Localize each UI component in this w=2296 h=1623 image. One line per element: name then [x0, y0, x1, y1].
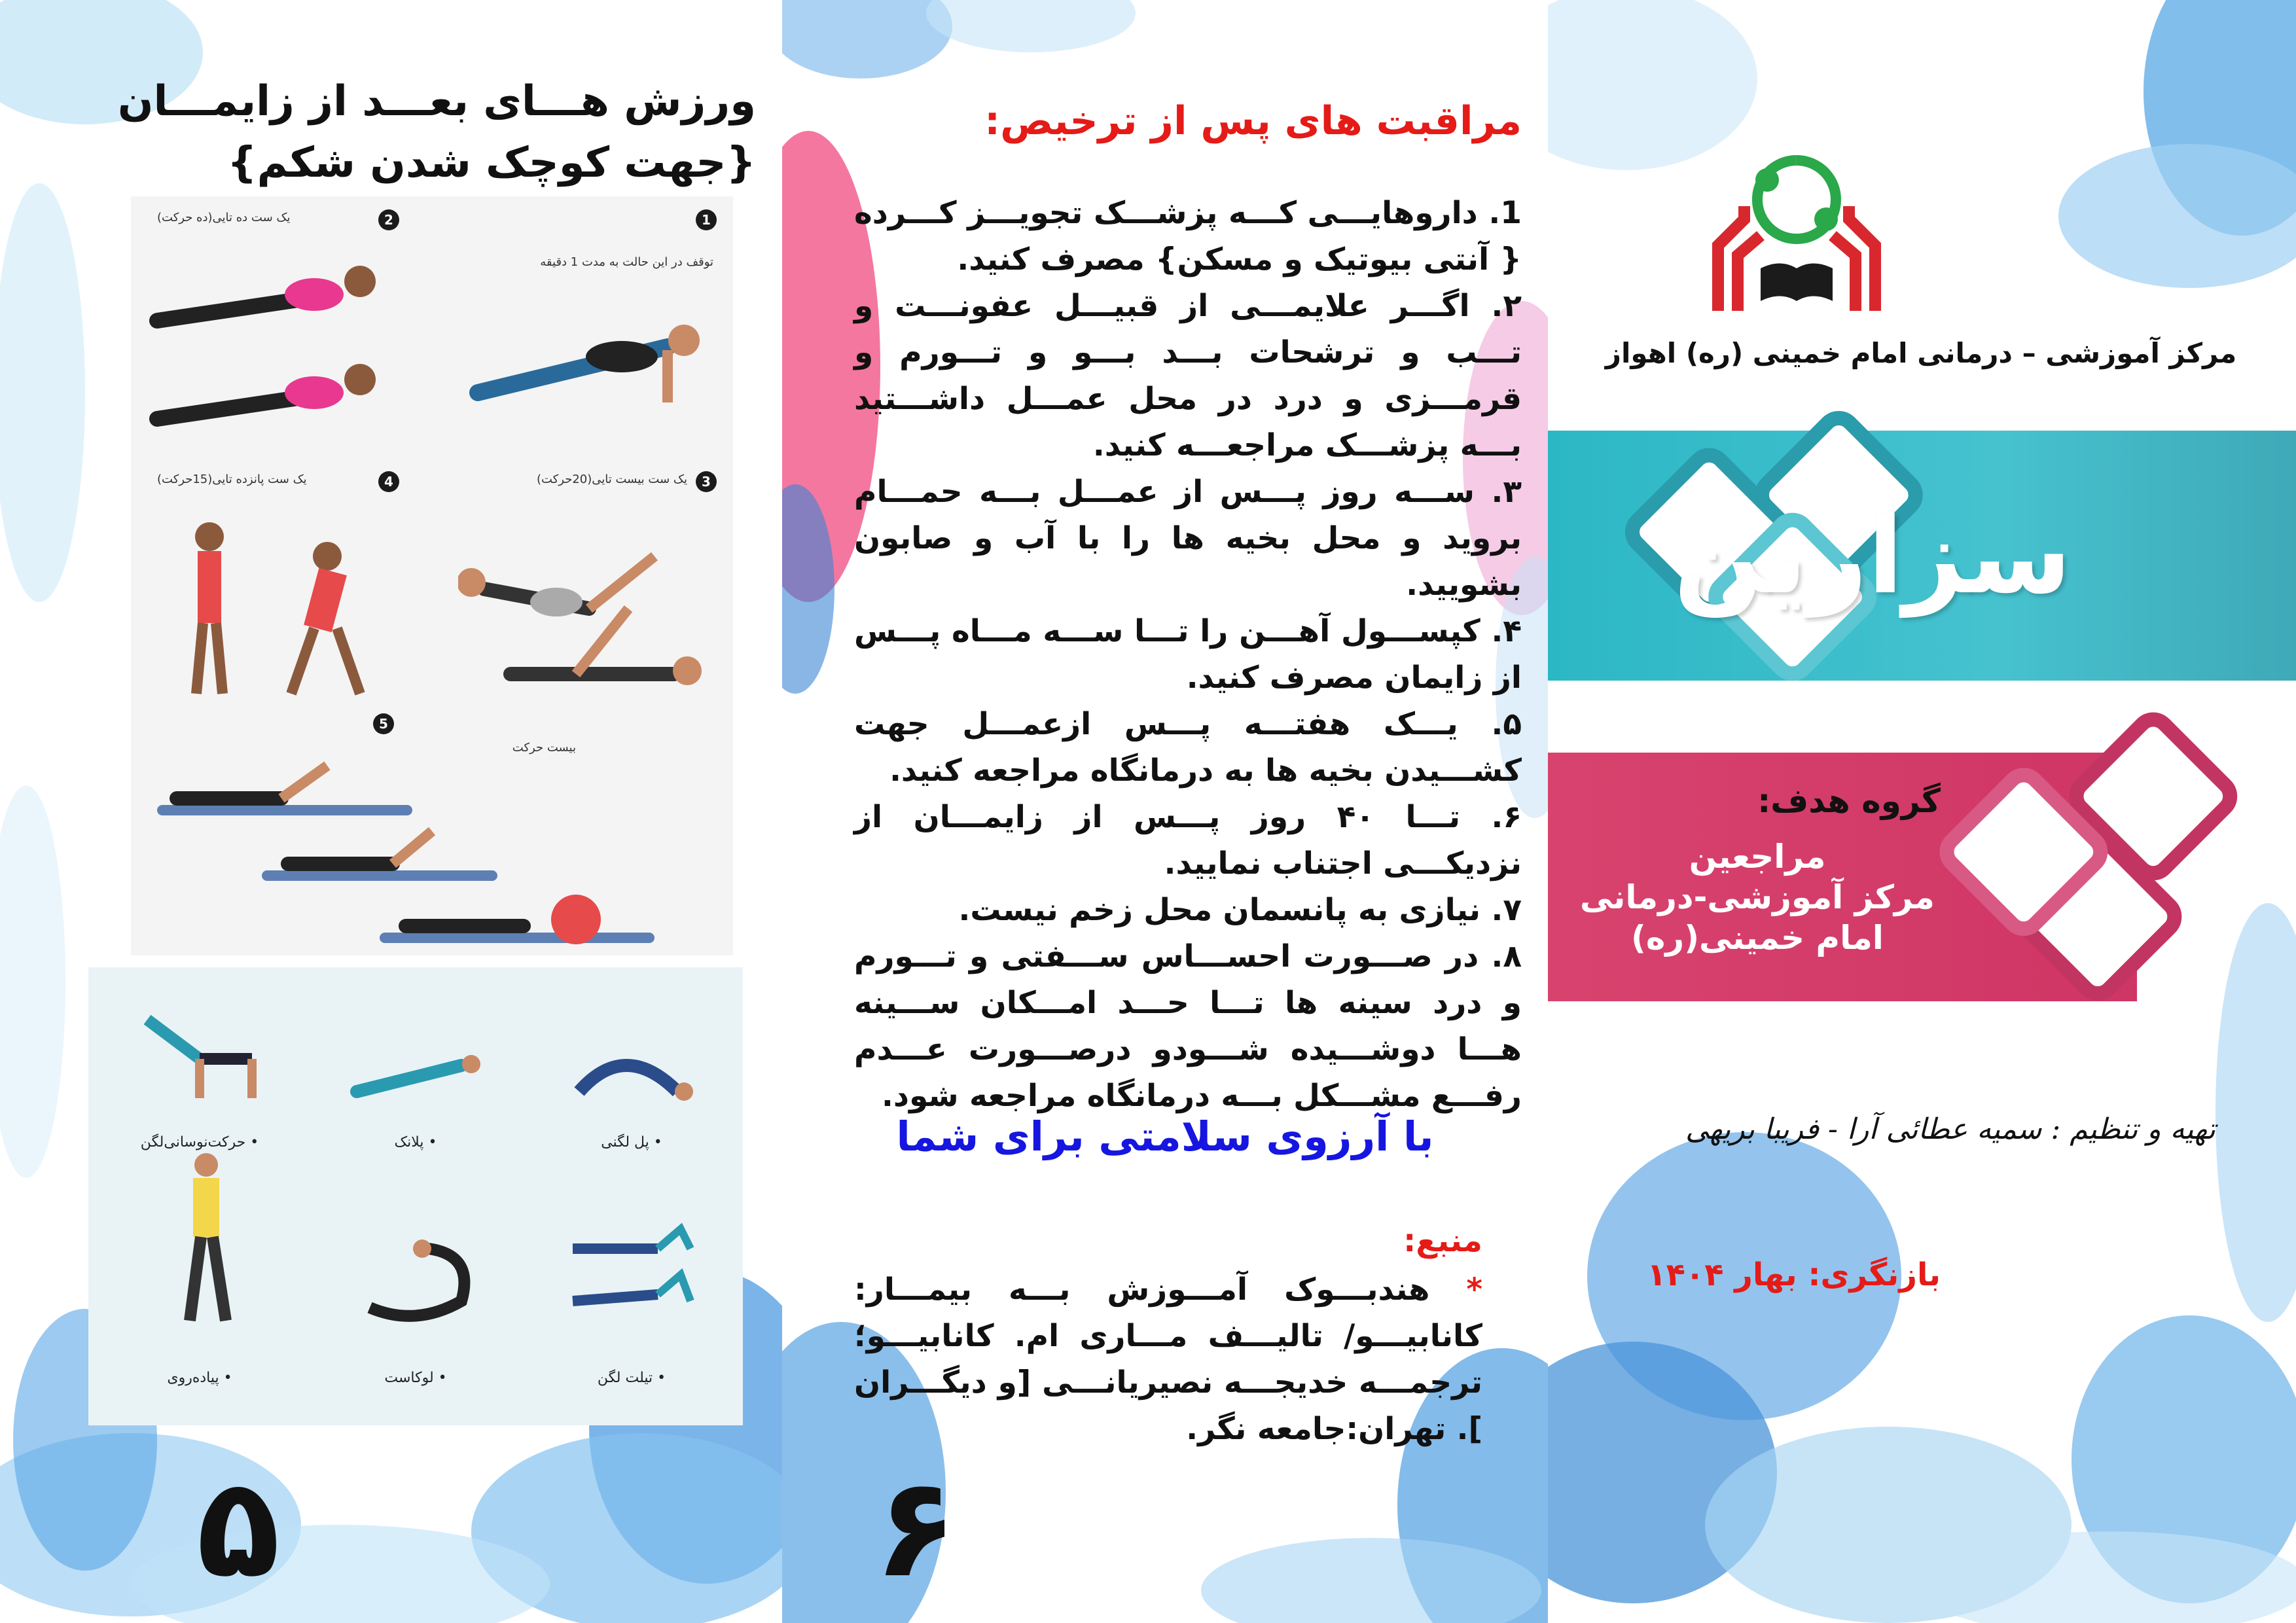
care-item: ۲. اگـــر علایمـــی از قبیـــل عفونـــت و تـــب و ترشحات بـــد بـــو و تـــورم و قرمـــزی و درد در محل عمـــل داشـــتید بـــه پزشـــک مراجعـــه کنید. — [854, 288, 1522, 463]
yoga-label: • تیلت لگن — [597, 1370, 666, 1386]
diamond-frames-icon — [1914, 681, 2281, 1060]
prepared-by: تهیه و تنظیم : سمیه عطائی آرا - فریبا بریهی — [1685, 1113, 2215, 1146]
workout-step — [131, 458, 419, 713]
care-item: ۶. تـــا ۴۰ روز پـــس از زایمـــان از نزدیکـــی اجتناب نمایید. — [854, 799, 1522, 882]
yoga-poses-figure — [88, 967, 743, 1425]
care-item: 1. داروهایـــی کـــه پزشـــک تجویـــز کـــرده { آنتی بیوتیک و مسکن} مصرف کنید. — [854, 195, 1522, 277]
yoga-label: • لوکاست — [384, 1370, 447, 1386]
source-text: هندبـــوک آمـــوزش بـــه بیمـــار: کانابیـــو/ تالیـــف مـــاری ام. کانابیـــو؛ ترجمـــه خدیجـــه نصیریانـــی [و دیگـــران ]. تهران:جامعه نگر. — [854, 1272, 1482, 1447]
step-number: 1 — [696, 209, 717, 230]
cover-title: سزارین — [1674, 495, 2072, 617]
yoga-pose — [317, 1203, 514, 1386]
step-number: 2 — [378, 209, 399, 230]
locust-pose-icon — [350, 1229, 481, 1327]
step-number: 4 — [378, 471, 399, 492]
workout-step — [445, 458, 733, 713]
care-item: ۷. نیازی به پانسمان محل زخم نیست. — [958, 892, 1522, 928]
care-item: ۳. ســـه روز پـــس از عمـــل بـــه حمـــام بروید و محل بخیه ها را با آب و صابون بشویید. — [854, 474, 1522, 603]
workout-step — [288, 713, 681, 955]
crunch-figure-icon — [157, 753, 681, 949]
step-caption: یک ست ده تایی(ده حرکت) — [157, 211, 291, 224]
wellness-wish: با آرزوی سلامتی برای شما — [896, 1113, 1434, 1160]
workout-step — [445, 196, 733, 452]
source-label: منبع: — [1403, 1222, 1482, 1259]
plank-figure-icon — [458, 288, 720, 432]
yoga-pose — [533, 993, 730, 1177]
care-item: ۴. کپســـول آهـــن را تـــا ســـه مـــاه پـــس از زایمان مصرف کنید. — [854, 613, 1522, 696]
dumbbell-swing-figure-icon — [151, 510, 399, 707]
yoga-label: • پلانک — [394, 1134, 437, 1150]
step-caption: یک ست بیست تایی(20حرکت) — [537, 473, 687, 486]
step-caption: بیست حرکت — [512, 741, 576, 755]
audience-label: گروه هدف: — [1757, 782, 1941, 820]
step-caption: یک ست پانزده تایی(15حرکت) — [157, 473, 307, 486]
plank-pose-icon — [344, 1039, 488, 1105]
pelvic-tilt-pose-icon — [560, 1216, 704, 1321]
page-number: ۵ — [196, 1448, 281, 1608]
page-number: ۶ — [874, 1448, 958, 1608]
step-number: 5 — [373, 713, 394, 734]
yoga-pose — [101, 1137, 298, 1386]
asterisk-icon: * — [1466, 1272, 1482, 1308]
walking-figure-icon — [167, 1150, 245, 1327]
panel-exercises — [0, 0, 782, 1623]
revision-date: بازنگری: بهار ۱۴۰۴ — [1647, 1257, 1941, 1293]
audience-text — [1561, 836, 1954, 958]
audience-line: امام خمینی(ره) — [1631, 919, 1884, 957]
yoga-label: • پیاده‌روی — [167, 1370, 232, 1386]
care-item: ۸. در صـــورت احســـاس ســـفتی و تـــورم و درد سینه ها تـــا حـــد امـــکان ســـینه هـــا دوشـــیده شـــودو درصـــورت عـــدم رفـــع مشـــکل بـــه درمانگاه مراجعه شود. — [854, 938, 1522, 1114]
exercises-title: ورزش هـــای بعـــد از زایمـــان {جهت کوچک شدن شکم} — [117, 77, 756, 187]
panel-cover — [1548, 0, 2296, 1623]
workout-step — [131, 196, 419, 452]
organization-name: مرکز آموزشی – درمانی امام خمینی (ره) اهواز — [1605, 337, 2237, 369]
yoga-label: • پل لگنی — [601, 1134, 662, 1150]
bridge-pose-icon — [566, 1033, 697, 1105]
workout-steps-figure — [131, 196, 733, 955]
hospital-logo-icon — [1698, 147, 1895, 317]
yoga-pose — [533, 1203, 730, 1386]
source-citation — [854, 1266, 1482, 1452]
step-caption: توقف در این حالت به مدت 1 دقیقه — [540, 255, 713, 269]
side-plank-figure-icon — [137, 242, 412, 445]
care-instructions-list — [854, 190, 1522, 1119]
audience-line: مرکز آموزشی-درمانی — [1580, 878, 1935, 916]
yoga-label: • حرکت‌نوسانی‌لگن — [140, 1134, 259, 1150]
care-heading: مراقبت های پس از ترخیص: — [984, 98, 1522, 144]
pelvic-swing-pose-icon — [128, 1007, 272, 1105]
panel-care-instructions — [782, 0, 1548, 1623]
leg-raise-figure-icon — [458, 510, 720, 707]
step-number: 3 — [696, 471, 717, 492]
audience-line: مراجعین — [1689, 838, 1826, 876]
yoga-pose — [317, 993, 514, 1177]
care-item: ۵. یـــک هفتـــه پـــس ازعمـــل جهت کشـــیدن بخیه ها به درمانگاه مراجعه کنید. — [854, 706, 1522, 789]
